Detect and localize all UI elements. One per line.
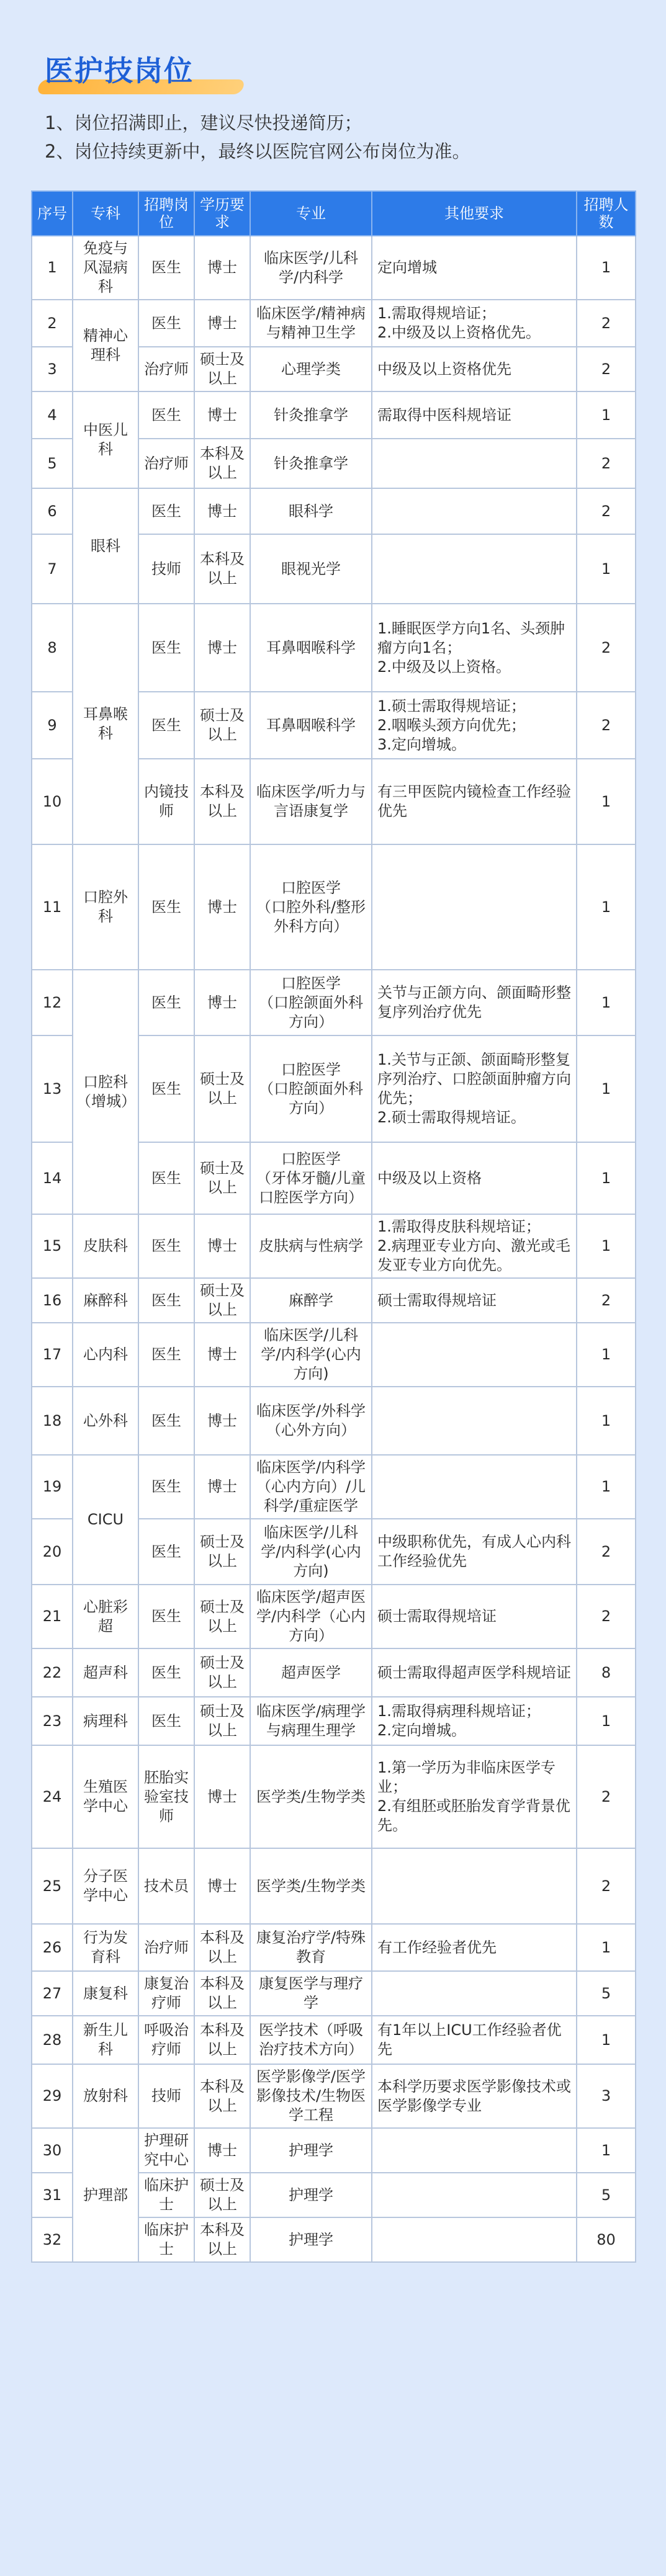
cell-count: 1 [577, 2128, 636, 2173]
cell-no: 16 [32, 1278, 73, 1323]
cell-education: 本科及以上 [194, 534, 250, 604]
cell-count: 2 [577, 1519, 636, 1585]
table-row [32, 844, 636, 970]
cell-position: 医生 [138, 1323, 194, 1387]
cell-position: 医生 [138, 604, 194, 692]
cell-dept: 病理科 [73, 1697, 138, 1745]
table-row [32, 300, 636, 347]
cell-count: 1 [577, 1323, 636, 1387]
cell-no: 2 [32, 300, 73, 347]
cell-count: 1 [577, 2016, 636, 2064]
cell-count: 2 [577, 1278, 636, 1323]
cell-education: 硕士及以上 [194, 1035, 250, 1142]
cell-no: 14 [32, 1142, 73, 1214]
cell-position: 医生 [138, 1214, 194, 1278]
cell-other: 1.关节与正颌、颌面畸形整复序列治疗、口腔颌面肿瘤方向优先； 2.硕士需取得规培证。 [372, 1035, 577, 1142]
table-row [32, 1924, 636, 1971]
cell-major: 护理学 [250, 2217, 372, 2262]
cell-major: 口腔医学 （口腔颌面外科方向） [250, 970, 372, 1035]
cell-education: 博士 [194, 604, 250, 692]
cell-other [372, 534, 577, 604]
cell-other: 有三甲医院内镜检查工作经验优先 [372, 759, 577, 844]
cell-other [372, 2217, 577, 2262]
cell-education: 硕士及以上 [194, 1697, 250, 1745]
cell-position: 呼吸治疗师 [138, 2016, 194, 2064]
cell-no: 6 [32, 488, 73, 534]
cell-other: 需取得中医科规培证 [372, 391, 577, 439]
cell-major: 眼视光学 [250, 534, 372, 604]
cell-no: 19 [32, 1455, 73, 1519]
cell-count: 2 [577, 1745, 636, 1848]
cell-major: 临床医学/外科学（心外方向） [250, 1387, 372, 1455]
cell-position: 医生 [138, 1519, 194, 1585]
cell-count: 3 [577, 2064, 636, 2128]
cell-dept: 免疫与风湿病科 [73, 236, 138, 300]
cell-count: 1 [577, 759, 636, 844]
cell-position: 医生 [138, 236, 194, 300]
cell-count: 1 [577, 1924, 636, 1971]
cell-major: 皮肤病与性病学 [250, 1214, 372, 1278]
cell-major: 口腔医学 （牙体牙髓/儿童口腔医学方向） [250, 1142, 372, 1214]
cell-major: 康复治疗学/特殊教育 [250, 1924, 372, 1971]
cell-education: 博士 [194, 1323, 250, 1387]
table-header-row [32, 191, 636, 236]
header-other: 其他要求 [372, 191, 577, 236]
cell-position: 医生 [138, 692, 194, 759]
cell-position: 医生 [138, 1697, 194, 1745]
cell-count: 2 [577, 1585, 636, 1648]
cell-education: 硕士及以上 [194, 1519, 250, 1585]
cell-no: 31 [32, 2173, 73, 2217]
cell-major: 针灸推拿学 [250, 439, 372, 488]
cell-education: 硕士及以上 [194, 2173, 250, 2217]
cell-other [372, 1971, 577, 2016]
cell-education: 博士 [194, 1214, 250, 1278]
table-row [32, 2128, 636, 2173]
table-row [32, 1848, 636, 1924]
cell-education: 硕士及以上 [194, 1648, 250, 1697]
cell-no: 18 [32, 1387, 73, 1455]
table-row [32, 1455, 636, 1519]
cell-major: 医学影像学/医学影像技术/生物医学工程 [250, 2064, 372, 2128]
cell-other [372, 1848, 577, 1924]
cell-no: 22 [32, 1648, 73, 1697]
cell-count: 1 [577, 970, 636, 1035]
cell-count: 2 [577, 692, 636, 759]
cell-no: 32 [32, 2217, 73, 2262]
cell-major: 临床医学/超声医学/内科学（心内方向） [250, 1585, 372, 1648]
cell-other [372, 2128, 577, 2173]
cell-dept: 新生儿科 [73, 2016, 138, 2064]
cell-other: 1.需取得病理科规培证； 2.定向增城。 [372, 1697, 577, 1745]
cell-count: 5 [577, 1971, 636, 2016]
cell-count: 2 [577, 488, 636, 534]
cell-education: 博士 [194, 236, 250, 300]
table-row [32, 1648, 636, 1697]
cell-position: 医生 [138, 1035, 194, 1142]
cell-education: 硕士及以上 [194, 692, 250, 759]
cell-count: 2 [577, 604, 636, 692]
cell-position: 医生 [138, 1387, 194, 1455]
table-row [32, 1971, 636, 2016]
cell-dept: 分子医学中心 [73, 1848, 138, 1924]
cell-no: 11 [32, 844, 73, 970]
cell-position: 技师 [138, 534, 194, 604]
cell-no: 21 [32, 1585, 73, 1648]
cell-other: 中级职称优先，有成人心内科工作经验优先 [372, 1519, 577, 1585]
cell-major: 针灸推拿学 [250, 391, 372, 439]
cell-no: 10 [32, 759, 73, 844]
cell-position: 临床护士 [138, 2173, 194, 2217]
cell-major: 医学类/生物学类 [250, 1848, 372, 1924]
cell-position: 医生 [138, 488, 194, 534]
cell-education: 本科及以上 [194, 759, 250, 844]
cell-position: 医生 [138, 1278, 194, 1323]
cell-dept: 生殖医学中心 [73, 1745, 138, 1848]
cell-count: 1 [577, 236, 636, 300]
cell-dept: 中医儿科 [73, 391, 138, 488]
table-row [32, 1278, 636, 1323]
table-row [32, 1387, 636, 1455]
job-table [31, 190, 636, 2263]
cell-position: 治疗师 [138, 347, 194, 391]
cell-count: 1 [577, 1142, 636, 1214]
cell-major: 护理学 [250, 2173, 372, 2217]
note-1: 1、岗位招满即止，建议尽快投递简历； [45, 112, 362, 133]
cell-dept: 眼科 [73, 488, 138, 604]
table-row [32, 1697, 636, 1745]
cell-education: 本科及以上 [194, 1924, 250, 1971]
cell-no: 13 [32, 1035, 73, 1142]
note-2: 2、岗位持续更新中，最终以医院官网公布岗位为准。 [45, 141, 470, 162]
table-row [32, 236, 636, 300]
cell-education: 硕士及以上 [194, 1585, 250, 1648]
cell-dept: 行为发育科 [73, 1924, 138, 1971]
cell-other: 中级及以上资格 [372, 1142, 577, 1214]
table-row [32, 1214, 636, 1278]
cell-major: 口腔医学 （口腔颌面外科方向） [250, 1035, 372, 1142]
table-row [32, 970, 636, 1035]
cell-position: 医生 [138, 1585, 194, 1648]
cell-no: 15 [32, 1214, 73, 1278]
cell-other: 硕士需取得规培证 [372, 1585, 577, 1648]
cell-education: 博士 [194, 1745, 250, 1848]
cell-other: 本科学历要求医学影像技术或医学影像学专业 [372, 2064, 577, 2128]
cell-position: 医生 [138, 391, 194, 439]
cell-education: 博士 [194, 2128, 250, 2173]
title-area [31, 0, 635, 109]
cell-other [372, 488, 577, 534]
header-position: 招聘岗位 [138, 191, 194, 236]
cell-major: 超声医学 [250, 1648, 372, 1697]
cell-no: 29 [32, 2064, 73, 2128]
cell-position: 康复治疗师 [138, 1971, 194, 2016]
cell-other: 1.需取得皮肤科规培证； 2.病理亚专业方向、激光或毛发亚专业方向优先。 [372, 1214, 577, 1278]
cell-other: 硕士需取得规培证 [372, 1278, 577, 1323]
cell-other: 中级及以上资格优先 [372, 347, 577, 391]
cell-no: 9 [32, 692, 73, 759]
cell-no: 12 [32, 970, 73, 1035]
cell-dept: 皮肤科 [73, 1214, 138, 1278]
cell-no: 27 [32, 1971, 73, 2016]
cell-education: 本科及以上 [194, 2016, 250, 2064]
table-row [32, 1323, 636, 1387]
cell-position: 医生 [138, 300, 194, 347]
cell-other: 1.需取得规培证； 2.中级及以上资格优先。 [372, 300, 577, 347]
cell-no: 30 [32, 2128, 73, 2173]
header-major: 专业 [250, 191, 372, 236]
cell-education: 博士 [194, 1387, 250, 1455]
cell-dept: 耳鼻喉科 [73, 604, 138, 844]
cell-position: 内镜技师 [138, 759, 194, 844]
notes-list [45, 109, 635, 166]
cell-education: 本科及以上 [194, 2064, 250, 2128]
cell-education: 博士 [194, 300, 250, 347]
cell-count: 5 [577, 2173, 636, 2217]
cell-dept: 康复科 [73, 1971, 138, 2016]
cell-count: 80 [577, 2217, 636, 2262]
cell-education: 博士 [194, 970, 250, 1035]
cell-dept: 心内科 [73, 1323, 138, 1387]
cell-education: 博士 [194, 391, 250, 439]
cell-count: 1 [577, 1387, 636, 1455]
cell-dept: 护理部 [73, 2128, 138, 2262]
cell-no: 8 [32, 604, 73, 692]
cell-dept: 口腔外科 [73, 844, 138, 970]
cell-major: 护理学 [250, 2128, 372, 2173]
cell-major: 心理学类 [250, 347, 372, 391]
cell-count: 2 [577, 1848, 636, 1924]
cell-count: 2 [577, 300, 636, 347]
cell-major: 耳鼻咽喉科学 [250, 692, 372, 759]
cell-dept: CICU [73, 1455, 138, 1585]
cell-no: 24 [32, 1745, 73, 1848]
cell-count: 1 [577, 1455, 636, 1519]
cell-no: 3 [32, 347, 73, 391]
cell-other: 定向增城 [372, 236, 577, 300]
header-education: 学历要求 [194, 191, 250, 236]
job-table-body [32, 236, 636, 2262]
header-dept: 专科 [73, 191, 138, 236]
table-row [32, 1745, 636, 1848]
cell-no: 26 [32, 1924, 73, 1971]
cell-education: 本科及以上 [194, 2217, 250, 2262]
cell-count: 8 [577, 1648, 636, 1697]
cell-no: 7 [32, 534, 73, 604]
cell-education: 本科及以上 [194, 1971, 250, 2016]
job-table-wrapper [31, 190, 635, 2263]
cell-position: 技术员 [138, 1848, 194, 1924]
cell-position: 胚胎实验室技师 [138, 1745, 194, 1848]
cell-position: 医生 [138, 844, 194, 970]
table-row [32, 604, 636, 692]
cell-education: 博士 [194, 488, 250, 534]
cell-major: 口腔医学 （口腔外科/整形外科方向） [250, 844, 372, 970]
cell-major: 眼科学 [250, 488, 372, 534]
cell-no: 17 [32, 1323, 73, 1387]
cell-major: 临床医学/精神病与精神卫生学 [250, 300, 372, 347]
cell-other: 1.睡眠医学方向1名、头颈肿瘤方向1名； 2.中级及以上资格。 [372, 604, 577, 692]
cell-other [372, 1323, 577, 1387]
cell-no: 23 [32, 1697, 73, 1745]
cell-position: 临床护士 [138, 2217, 194, 2262]
cell-major: 临床医学/儿科学/内科学(心内方向) [250, 1323, 372, 1387]
cell-dept: 放射科 [73, 2064, 138, 2128]
cell-education: 博士 [194, 1848, 250, 1924]
cell-position: 医生 [138, 1648, 194, 1697]
cell-major: 麻醉学 [250, 1278, 372, 1323]
cell-other [372, 844, 577, 970]
cell-no: 5 [32, 439, 73, 488]
cell-no: 25 [32, 1848, 73, 1924]
cell-education: 硕士及以上 [194, 347, 250, 391]
cell-count: 2 [577, 439, 636, 488]
cell-no: 28 [32, 2016, 73, 2064]
cell-position: 医生 [138, 1142, 194, 1214]
cell-other: 硕士需取得超声医学科规培证 [372, 1648, 577, 1697]
cell-other: 1.硕士需取得规培证； 2.咽喉头颈方向优先； 3.定向增城。 [372, 692, 577, 759]
cell-position: 护理研究中心 [138, 2128, 194, 2173]
cell-other [372, 1387, 577, 1455]
cell-count: 2 [577, 347, 636, 391]
cell-no: 20 [32, 1519, 73, 1585]
cell-education: 博士 [194, 1455, 250, 1519]
cell-count: 1 [577, 1035, 636, 1142]
header-no: 序号 [32, 191, 73, 236]
table-row [32, 1585, 636, 1648]
cell-position: 技师 [138, 2064, 194, 2128]
table-row [32, 2016, 636, 2064]
table-row [32, 391, 636, 439]
cell-dept: 心脏彩超 [73, 1585, 138, 1648]
cell-education: 本科及以上 [194, 439, 250, 488]
cell-education: 硕士及以上 [194, 1278, 250, 1323]
cell-other [372, 2173, 577, 2217]
page-title: 医护技岗位 [45, 54, 194, 87]
cell-no: 1 [32, 236, 73, 300]
header-count: 招聘人数 [577, 191, 636, 236]
cell-major: 康复医学与理疗学 [250, 1971, 372, 2016]
cell-education: 博士 [194, 844, 250, 970]
cell-major: 耳鼻咽喉科学 [250, 604, 372, 692]
cell-position: 医生 [138, 970, 194, 1035]
cell-dept: 超声科 [73, 1648, 138, 1697]
cell-position: 治疗师 [138, 1924, 194, 1971]
cell-major: 临床医学/儿科学/内科学 [250, 236, 372, 300]
cell-major: 临床医学/听力与言语康复学 [250, 759, 372, 844]
cell-major: 临床医学/病理学与病理生理学 [250, 1697, 372, 1745]
cell-other: 有1年以上ICU工作经验者优先 [372, 2016, 577, 2064]
cell-dept: 口腔科（增城） [73, 970, 138, 1214]
cell-count: 1 [577, 1697, 636, 1745]
cell-position: 医生 [138, 1455, 194, 1519]
cell-count: 1 [577, 391, 636, 439]
cell-count: 1 [577, 844, 636, 970]
cell-no: 4 [32, 391, 73, 439]
cell-other: 1.第一学历为非临床医学专业； 2.有组胚或胚胎发育学背景优先。 [372, 1745, 577, 1848]
table-row [32, 2064, 636, 2128]
cell-dept: 精神心理科 [73, 300, 138, 391]
cell-major: 医学技术（呼吸治疗技术方向） [250, 2016, 372, 2064]
cell-count: 1 [577, 1214, 636, 1278]
cell-major: 临床医学/儿科学/内科学(心内方向) [250, 1519, 372, 1585]
cell-position: 治疗师 [138, 439, 194, 488]
cell-major: 临床医学/内科学（心内方向）/儿科学/重症医学 [250, 1455, 372, 1519]
cell-other: 关节与正颌方向、颌面畸形整复序列治疗优先 [372, 970, 577, 1035]
cell-dept: 麻醉科 [73, 1278, 138, 1323]
cell-major: 医学类/生物学类 [250, 1745, 372, 1848]
cell-count: 1 [577, 534, 636, 604]
cell-education: 硕士及以上 [194, 1142, 250, 1214]
cell-other [372, 1455, 577, 1519]
table-row [32, 488, 636, 534]
cell-dept: 心外科 [73, 1387, 138, 1455]
cell-other [372, 439, 577, 488]
cell-other: 有工作经验者优先 [372, 1924, 577, 1971]
